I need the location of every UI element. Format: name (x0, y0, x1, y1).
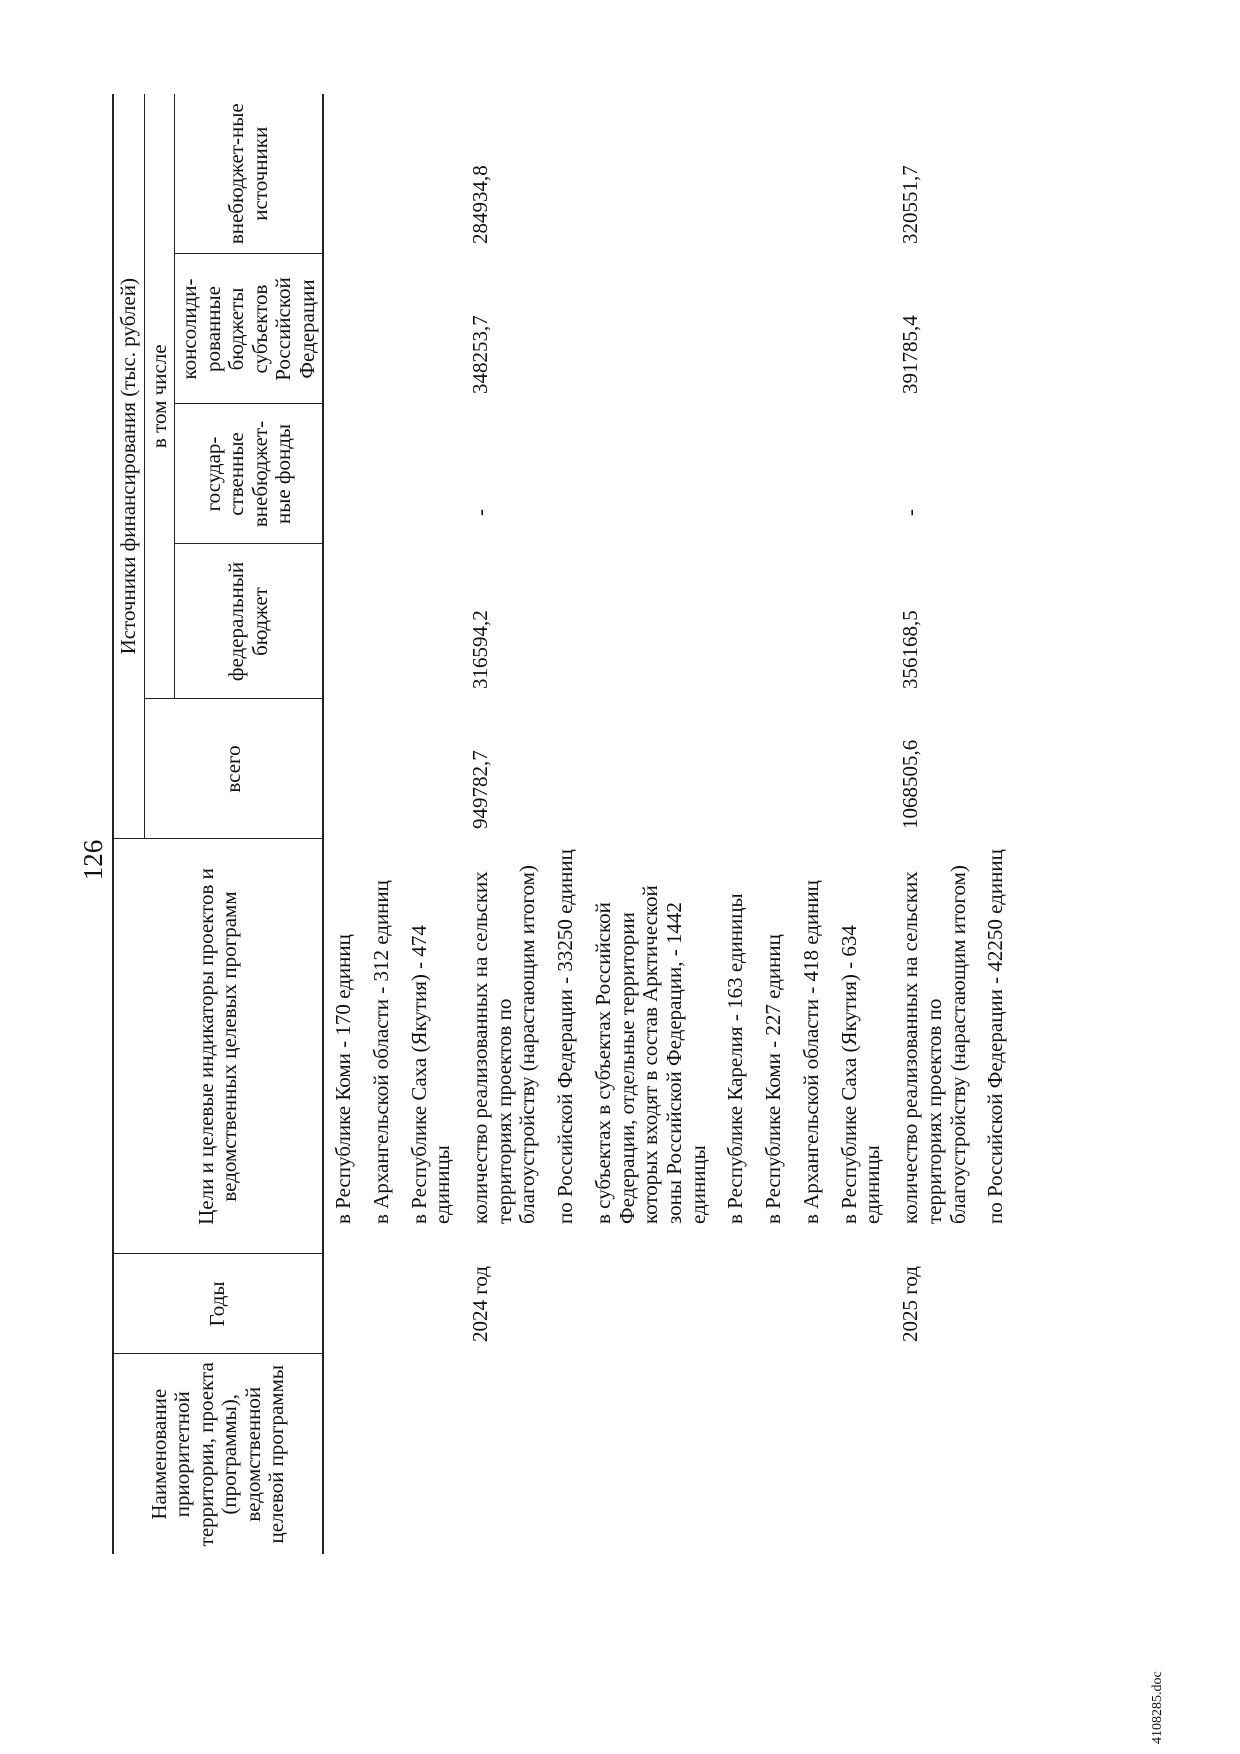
year-cell (792, 1254, 830, 1354)
header-state-funds: государ-ственные внебюджет-ные фонды (175, 404, 324, 544)
table-row (976, 94, 1014, 1554)
table-row (400, 94, 461, 1554)
state-funds-cell (546, 404, 584, 544)
table-row (792, 94, 830, 1554)
financing-table (112, 94, 1014, 1554)
year-cell (362, 1254, 400, 1354)
year-cell (584, 1254, 717, 1354)
federal-cell (976, 544, 1014, 699)
indicator-cell: в Республике Карелия - 163 единицы (723, 893, 748, 1224)
year-cell: 2024 год (468, 1266, 492, 1342)
total-cell: 949782,7 (468, 750, 492, 829)
year-cell (830, 1254, 891, 1354)
regional-cell (976, 254, 1014, 404)
federal-cell (830, 544, 891, 699)
state-funds-cell: - (898, 509, 923, 516)
offbudget-cell (362, 94, 400, 254)
offbudget-cell (400, 94, 461, 254)
program-name-cell (891, 1354, 976, 1554)
program-name-cell (461, 1354, 546, 1554)
offbudget-cell (976, 94, 1014, 254)
indicator-cell: в Республике Саха (Якутия) - 474 единицы (406, 925, 455, 1224)
year-cell: 2025 год (898, 1266, 923, 1342)
year-cell (976, 1254, 1014, 1354)
year-cell (716, 1254, 754, 1354)
table-row (584, 94, 717, 1554)
header-offbudget: внебюджет-ные источники (175, 94, 324, 254)
table-row (891, 94, 976, 1554)
program-name-cell (323, 1354, 362, 1554)
table-row (716, 94, 754, 1554)
state-funds-cell: - (468, 509, 492, 516)
indicator-cell: в субъектах в субъектах Российской Федерации, отдельные территории которых входят в состав Арктической зоны Российской Федерации, - 1442 единицы (590, 885, 710, 1224)
header-goals: Цели и целевые индикаторы проектов и ведомственных целевых программ (113, 839, 323, 1254)
header-federal: федеральный бюджет (175, 544, 324, 699)
regional-cell: 391785,4 (898, 315, 923, 394)
header-total: всего (144, 699, 323, 839)
federal-cell (716, 544, 754, 699)
federal-cell (584, 544, 717, 699)
program-name-cell (754, 1354, 792, 1554)
offbudget-cell: 284934,8 (468, 165, 492, 244)
state-funds-cell (400, 404, 461, 544)
total-cell: 1068505,6 (898, 739, 923, 829)
indicator-cell: в Республике Коми - 170 единиц (331, 934, 356, 1224)
indicator-cell: количество реализованных на сельских территориях проектов по благоустройству (нарастающим итогом) (468, 865, 540, 1224)
table-row (461, 94, 546, 1554)
regional-cell (716, 254, 754, 404)
indicator-cell: в Архангельской области - 312 единиц (368, 880, 393, 1224)
offbudget-cell (584, 94, 717, 254)
federal-cell (362, 544, 400, 699)
table-row (323, 94, 362, 1554)
offbudget-cell: 320551,7 (898, 165, 923, 244)
total-cell (400, 699, 461, 839)
indicator-cell: в Архангельской области - 418 единиц (798, 880, 823, 1224)
header-years: Годы (113, 1254, 323, 1354)
table-row (754, 94, 792, 1554)
table-body (323, 94, 1014, 1554)
offbudget-cell (830, 94, 891, 254)
state-funds-cell (716, 404, 754, 544)
indicator-cell: в Республике Коми - 227 единиц (761, 934, 786, 1224)
total-cell (584, 699, 717, 839)
federal-cell (754, 544, 792, 699)
total-cell (792, 699, 830, 839)
regional-cell (792, 254, 830, 404)
table-row (362, 94, 400, 1554)
state-funds-cell (362, 404, 400, 544)
program-name-cell (546, 1354, 584, 1554)
offbudget-cell (546, 94, 584, 254)
offbudget-cell (754, 94, 792, 254)
total-cell (830, 699, 891, 839)
program-name-cell (584, 1354, 717, 1554)
indicator-cell: по Российской Федерации - 42250 единиц (983, 849, 1008, 1224)
federal-cell (792, 544, 830, 699)
regional-cell (362, 254, 400, 404)
federal-cell: 356168,5 (898, 610, 923, 689)
regional-cell (584, 254, 717, 404)
header-regional: консолиди-рованные бюджеты субъектов Российской Федерации (175, 254, 324, 404)
regional-cell: 348253,7 (468, 315, 492, 394)
header-including: в том числе (144, 94, 175, 699)
state-funds-cell (323, 404, 362, 544)
total-cell (323, 699, 362, 839)
total-cell (976, 699, 1014, 839)
footer-file-name: 4108285.doc (1150, 1671, 1165, 1744)
regional-cell (323, 254, 362, 404)
federal-cell (546, 544, 584, 699)
regional-cell (546, 254, 584, 404)
state-funds-cell (584, 404, 717, 544)
program-name-cell (716, 1354, 754, 1554)
financing-table-wrapper (112, 94, 1014, 1554)
total-cell (362, 699, 400, 839)
state-funds-cell (792, 404, 830, 544)
state-funds-cell (976, 404, 1014, 544)
federal-cell: 316594,2 (468, 610, 492, 689)
indicator-cell: в Республике Саха (Якутия) - 634 единицы (836, 925, 885, 1224)
year-cell (323, 1254, 362, 1354)
table-row (830, 94, 891, 1554)
federal-cell (400, 544, 461, 699)
year-cell (754, 1254, 792, 1354)
state-funds-cell (830, 404, 891, 544)
program-name-cell (400, 1354, 461, 1554)
regional-cell (754, 254, 792, 404)
offbudget-cell (323, 94, 362, 254)
header-name: Наименование приоритетной территории, проекта (программы), ведомственной целевой программы (113, 1354, 323, 1554)
table-row (546, 94, 584, 1554)
year-cell (546, 1254, 584, 1354)
program-name-cell (792, 1354, 830, 1554)
page-number: 126 (78, 839, 108, 881)
indicator-cell: количество реализованных на сельских территориях проектов по благоустройству (нарастающим итогом) (898, 865, 970, 1224)
header-sources: Источники финансирования (тыс. рублей) (113, 94, 144, 839)
program-name-cell (830, 1354, 891, 1554)
total-cell (754, 699, 792, 839)
indicator-cell: по Российской Федерации - 33250 единиц (553, 849, 578, 1224)
program-name-cell (976, 1354, 1014, 1554)
offbudget-cell (716, 94, 754, 254)
state-funds-cell (754, 404, 792, 544)
regional-cell (830, 254, 891, 404)
federal-cell (323, 544, 362, 699)
total-cell (546, 699, 584, 839)
offbudget-cell (792, 94, 830, 254)
year-cell (400, 1254, 461, 1354)
program-name-cell (362, 1354, 400, 1554)
total-cell (716, 699, 754, 839)
regional-cell (400, 254, 461, 404)
